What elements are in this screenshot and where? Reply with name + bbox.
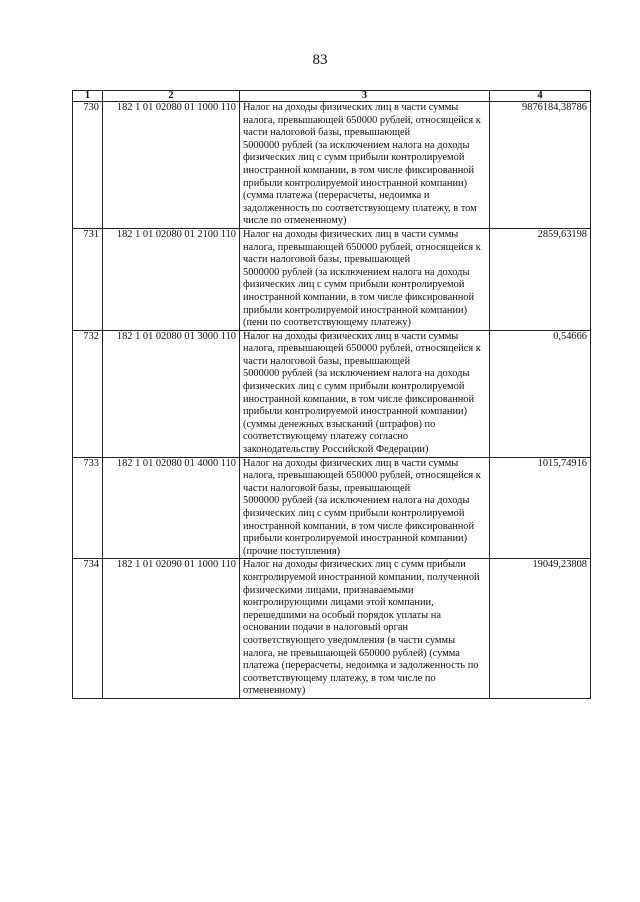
budget-code: 182 1 01 02090 01 1000 110	[103, 559, 240, 699]
table-row	[73, 457, 591, 559]
row-number: 734	[73, 559, 103, 699]
page-number: 83	[312, 52, 328, 68]
amount: 0,54666	[490, 330, 591, 457]
column-header-3: 3	[240, 91, 490, 102]
table-row	[73, 228, 591, 330]
revenue-name: Налог на доходы физических лиц в части суммы налога, превышающей 650000 рублей, относящейся к части налоговой базы, превышающей 5000000 рублей (за исключением налога на доходы физических лиц с сумм прибыли контролируемой иностранной компании, в том числе фиксированной прибыли контролируемой иностранной компании) (сумма платежа (перерасчеты, недоимка и задолженность по соответствующему платежу, в том числе по отмененному)	[240, 102, 490, 229]
budget-code: 182 1 01 02080 01 2100 110	[103, 228, 240, 330]
table-row	[73, 330, 591, 457]
revenue-table	[72, 90, 591, 699]
row-number: 730	[73, 102, 103, 229]
column-header-4: 4	[490, 91, 591, 102]
revenue-name: Налог на доходы физических лиц в части суммы налога, превышающей 650000 рублей, относящейся к части налоговой базы, превышающей 5000000 рублей (за исключением налога на доходы физических лиц с сумм прибыли контролируемой иностранной компании, в том числе фиксированной прибыли контролируемой иностранной компании) (прочие поступления)	[240, 457, 490, 559]
budget-code: 182 1 01 02080 01 3000 110	[103, 330, 240, 457]
revenue-name: Налог на доходы физических лиц в части суммы налога, превышающей 650000 рублей, относящейся к части налоговой базы, превышающей 5000000 рублей (за исключением налога на доходы физических лиц с сумм прибыли контролируемой иностранной компании, в том числе фиксированной прибыли контролируемой иностранной компании) (пени по соответствующему платежу)	[240, 228, 490, 330]
revenue-name: Налог на доходы физических лиц в части суммы налога, превышающей 650000 рублей, относящейся к части налоговой базы, превышающей 5000000 рублей (за исключением налога на доходы физических лиц с сумм прибыли контролируемой иностранной компании, в том числе фиксированной прибыли контролируемой иностранной компании) (суммы денежных взысканий (штрафов) по соответствующему платежу согласно законодательству Российской Федерации)	[240, 330, 490, 457]
amount: 1015,74916	[490, 457, 591, 559]
column-header-1: 1	[73, 91, 103, 102]
revenue-name: Налог на доходы физических лиц с сумм прибыли контролируемой иностранной компании, полученной физическими лицами, признаваемыми контролирующими лицами этой компании, перешедшими на особый порядок уплаты на основании подачи в налоговый орган соответствующего уведомления (в части суммы налога, не превышающей 650000 рублей) (сумма платежа (перерасчеты, недоимка и задолженность по соответствующему платежу, в том числе по отмененному)	[240, 559, 490, 699]
amount: 19049,23808	[490, 559, 591, 699]
column-header-2: 2	[103, 91, 240, 102]
amount: 2859,63198	[490, 228, 591, 330]
table-row	[73, 102, 591, 229]
budget-code: 182 1 01 02080 01 4000 110	[103, 457, 240, 559]
budget-code: 182 1 01 02080 01 1000 110	[103, 102, 240, 229]
row-number: 732	[73, 330, 103, 457]
table-header-row	[73, 91, 591, 102]
row-number: 733	[73, 457, 103, 559]
row-number: 731	[73, 228, 103, 330]
amount: 9876184,38786	[490, 102, 591, 229]
table-row	[73, 559, 591, 699]
